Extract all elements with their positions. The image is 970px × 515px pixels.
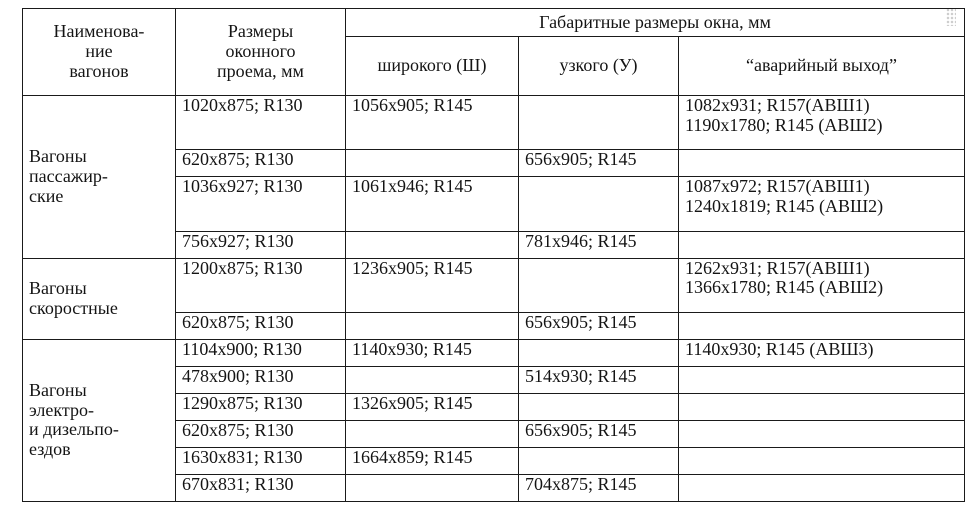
cell-opening: 478х900; R130 <box>176 366 346 393</box>
cell-wide: 1236х905; R145 <box>346 258 519 312</box>
cell-opening: 1200х875; R130 <box>176 258 346 312</box>
table-row <box>23 339 965 366</box>
cell-opening: 1104х900; R130 <box>176 339 346 366</box>
header-narrow: узкого (У) <box>519 37 679 96</box>
group-name-line: Вагоны <box>29 379 87 400</box>
cell-narrow: 781х946; R145 <box>519 231 679 258</box>
cell-opening: 620х875; R130 <box>176 420 346 447</box>
header-name-col <box>23 9 176 96</box>
emergency-line: 1366х1780; R145 (АВШ2) <box>685 277 884 298</box>
cell-emergency <box>679 312 965 339</box>
header-row-1 <box>23 9 965 37</box>
cell-narrow <box>519 177 679 231</box>
group-name-line: ездов <box>29 439 71 460</box>
cell-opening: 620х875; R130 <box>176 150 346 177</box>
group-name-line: Вагоны <box>29 146 87 167</box>
cell-opening: 670х831; R130 <box>176 474 346 501</box>
cell-wide <box>346 420 519 447</box>
group-name-line: и дизельпо- <box>29 419 119 440</box>
group-name <box>23 258 176 339</box>
cell-emergency <box>679 474 965 501</box>
cell-wide <box>346 312 519 339</box>
cell-wide: 1061х946; R145 <box>346 177 519 231</box>
group-name-line: скоростные <box>29 297 118 318</box>
cell-narrow: 656х905; R145 <box>519 312 679 339</box>
cell-emergency <box>679 177 965 231</box>
group-name-line: Вагоны <box>29 277 87 298</box>
cell-narrow <box>519 258 679 312</box>
emergency-line: 1082х931; R157(АВШ1) <box>685 95 870 116</box>
cell-opening: 1290х875; R130 <box>176 393 346 420</box>
cell-emergency <box>679 231 965 258</box>
cell-opening: 620х875; R130 <box>176 312 346 339</box>
emergency-line: 1262х931; R157(АВШ1) <box>685 258 870 278</box>
header-overall: Габаритные размеры окна, мм <box>346 9 965 37</box>
group-name-line: электро- <box>29 399 94 420</box>
cell-emergency <box>679 420 965 447</box>
header-opening-line: Размеры <box>227 21 294 42</box>
cell-narrow <box>519 393 679 420</box>
cell-wide <box>346 366 519 393</box>
group-name-line: ские <box>29 185 64 206</box>
window-dimensions-table <box>22 8 965 502</box>
cell-wide <box>346 231 519 258</box>
cell-emergency <box>679 366 965 393</box>
cell-wide <box>346 150 519 177</box>
cell-narrow <box>519 447 679 474</box>
cell-opening: 1020х875; R130 <box>176 96 346 150</box>
cell-emergency <box>679 96 965 150</box>
cell-wide: 1140х930; R145 <box>346 339 519 366</box>
header-emergency: “аварийный выход” <box>679 37 965 96</box>
emergency-line: 1087х972; R157(АВШ1) <box>685 176 870 197</box>
header-name-line: Наименова- <box>53 21 145 42</box>
cell-narrow: 514х930; R145 <box>519 366 679 393</box>
cell-narrow: 656х905; R145 <box>519 420 679 447</box>
group-name <box>23 339 176 501</box>
cell-narrow: 656х905; R145 <box>519 150 679 177</box>
cell-wide: 1056х905; R145 <box>346 96 519 150</box>
cell-wide: 1664х859; R145 <box>346 447 519 474</box>
cell-opening: 1630х831; R130 <box>176 447 346 474</box>
table-row <box>23 96 965 150</box>
cell-wide <box>346 474 519 501</box>
cell-narrow <box>519 96 679 150</box>
cell-narrow: 704х875; R145 <box>519 474 679 501</box>
group-name <box>23 96 176 258</box>
cell-wide: 1326х905; R145 <box>346 393 519 420</box>
header-opening-line: оконного <box>225 41 296 62</box>
header-wide: широкого (Ш) <box>346 37 519 96</box>
header-opening-col <box>176 9 346 96</box>
table-row <box>23 258 965 312</box>
cell-emergency <box>679 258 965 312</box>
emergency-line: 1190х1780; R145 (АВШ2) <box>685 115 883 136</box>
cell-narrow <box>519 339 679 366</box>
emergency-line: 1240х1819; R145 (АВШ2) <box>685 196 884 217</box>
cell-emergency <box>679 447 965 474</box>
cell-opening: 1036х927; R130 <box>176 177 346 231</box>
header-name-line: ние <box>85 41 113 62</box>
header-opening-line: проема, мм <box>217 61 304 82</box>
group-name-line: пассажир- <box>29 166 108 187</box>
cell-emergency <box>679 393 965 420</box>
cell-emergency <box>679 150 965 177</box>
header-name-line: вагонов <box>69 61 129 82</box>
cell-emergency <box>679 339 965 366</box>
emergency-line: 1140х930; R145 (АВШ3) <box>685 339 874 359</box>
cell-opening: 756х927; R130 <box>176 231 346 258</box>
